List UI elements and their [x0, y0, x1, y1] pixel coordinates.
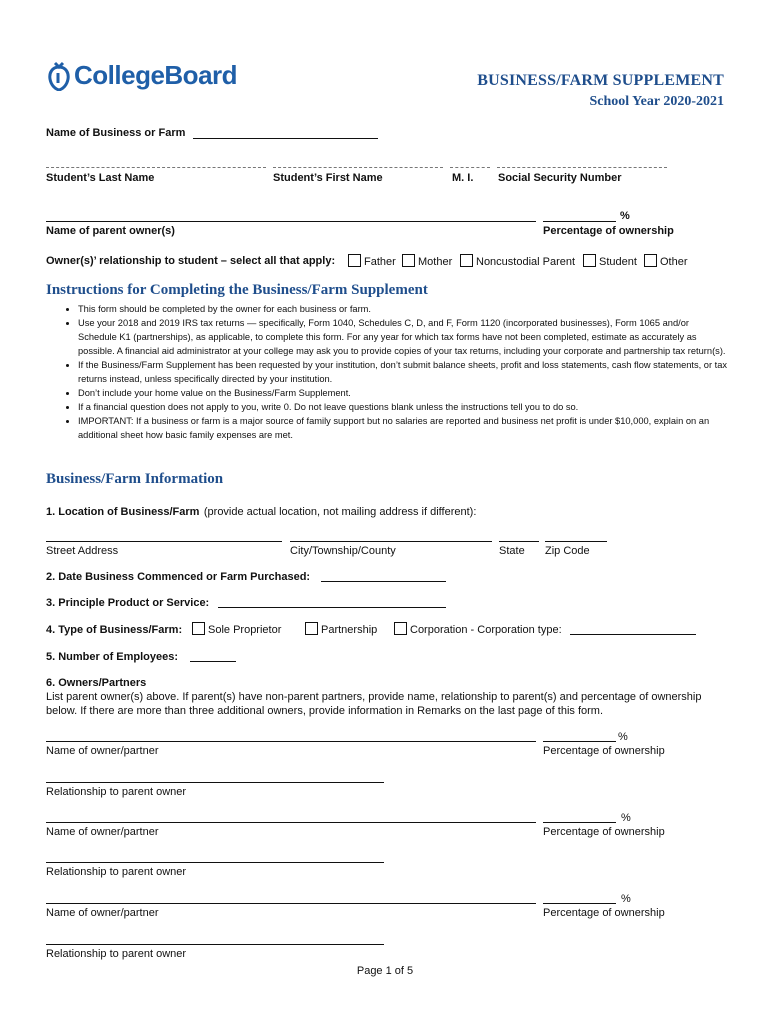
mi-field[interactable]: [450, 167, 490, 168]
owner-2-percent-sign: %: [621, 812, 631, 824]
instructions-list: [46, 302, 730, 442]
partnership-checkbox[interactable]: [305, 622, 318, 635]
ssn-field[interactable]: [497, 167, 667, 168]
sole-proprietor-checkbox[interactable]: [192, 622, 205, 635]
business-name-label: Name of Business or Farm: [46, 127, 186, 139]
college-board-logo: [46, 60, 237, 91]
q1-label: 1. Location of Business/Farm: [46, 506, 200, 518]
owner-3-name-label: Name of owner/partner: [46, 907, 159, 919]
mi-label: M. I.: [452, 172, 474, 184]
city-field[interactable]: [290, 541, 492, 542]
owner-1-name-label: Name of owner/partner: [46, 745, 159, 757]
first-name-field[interactable]: [273, 167, 443, 168]
type-partnership[interactable]: Partnership: [305, 622, 377, 636]
owner-2-relationship-field[interactable]: [46, 862, 384, 863]
corporation-checkbox[interactable]: [394, 622, 407, 635]
father-checkbox[interactable]: [348, 254, 361, 267]
q2-label: 2. Date Business Commenced or Farm Purchased:: [46, 571, 311, 583]
zip-field[interactable]: [545, 541, 607, 542]
relationship-student[interactable]: Student: [583, 254, 637, 268]
date-commenced-field[interactable]: [321, 581, 446, 582]
owner-1-name-field[interactable]: [46, 741, 536, 742]
instruction-item: • Don’t include your home value on the Business/Farm Supplement.: [78, 386, 730, 400]
relationship-noncustodial[interactable]: Noncustodial Parent: [460, 254, 575, 268]
business-name-field[interactable]: [193, 138, 378, 139]
mother-checkbox[interactable]: [402, 254, 415, 267]
street-field[interactable]: [46, 541, 282, 542]
employees-field[interactable]: [190, 661, 236, 662]
owner-3-name-field[interactable]: [46, 903, 536, 904]
street-label: Street Address: [46, 545, 119, 557]
owner-1-relationship-field[interactable]: [46, 782, 384, 783]
type-sole-proprietor[interactable]: Sole Proprietor: [192, 622, 281, 636]
owner-1-percent-field[interactable]: [543, 741, 616, 742]
product-service-field[interactable]: [218, 607, 446, 608]
relationship-father[interactable]: Father: [348, 254, 396, 268]
relationship-mother[interactable]: Mother: [402, 254, 452, 268]
instruction-item: • Use your 2018 and 2019 IRS tax returns — specifically, Form 1040, Schedules C, D, and F, Form 1120 (incorporated businesses), Form 1065 and/or Schedule K1 (partnerships), as applicable, to complete this form. For any year for which tax forms have not been completed, estimate as accurately as possible. A financial aid administrator at your college may ask you to provide copies of your tax returns, including your corporate and partnership tax return(s).: [78, 316, 730, 358]
instruction-item: • If the Business/Farm Supplement has been requested by your institution, don’t submit balance sheets, profit and loss statements, cash flow statements, or tax returns instead, unless specifically directed by your institution.: [78, 358, 730, 386]
owner-2-percent-field[interactable]: [543, 822, 616, 823]
instruction-item: • This form should be completed by the owner for each business or farm.: [78, 302, 730, 316]
info-heading: Business/Farm Information: [46, 471, 224, 487]
first-name-label: Student’s First Name: [273, 172, 383, 184]
owner-3-percent-label: Percentage of ownership: [543, 907, 665, 919]
relationship-other[interactable]: Other: [644, 254, 688, 268]
relationship-question: Owner(s)’ relationship to student – select all that apply:: [46, 255, 336, 267]
instructions-heading: Instructions for Completing the Business/Farm Supplement: [46, 282, 428, 298]
last-name-label: Student’s Last Name: [46, 172, 155, 184]
college-board-acorn-icon: [46, 61, 72, 91]
parent-owner-field[interactable]: [46, 221, 536, 222]
document-title: [477, 72, 724, 110]
student-checkbox[interactable]: [583, 254, 596, 267]
page-number: Page 1 of 5: [356, 965, 414, 977]
ssn-label: Social Security Number: [498, 172, 622, 184]
percent-ownership-label: Percentage of ownership: [543, 225, 674, 237]
owner-1-percent-label: Percentage of ownership: [543, 745, 665, 757]
form-title: BUSINESS/FARM SUPPLEMENT: [477, 72, 724, 89]
zip-label: Zip Code: [545, 545, 590, 557]
owner-2-percent-label: Percentage of ownership: [543, 826, 665, 838]
parent-percent-field[interactable]: [543, 221, 616, 222]
owner-3-percent-sign: %: [621, 893, 631, 905]
percent-sign: %: [620, 210, 630, 222]
q6-label: 6. Owners/Partners: [46, 677, 147, 689]
parent-owner-label: Name of parent owner(s): [46, 225, 175, 237]
corporation-type-field[interactable]: [570, 634, 696, 635]
noncustodial-checkbox[interactable]: [460, 254, 473, 267]
instruction-item: • IMPORTANT: If a business or farm is a major source of family support but no salaries are reported and business net profit is under $10,000, explain on an additional sheet how basic family expenses are met.: [78, 414, 730, 442]
other-checkbox[interactable]: [644, 254, 657, 267]
q5-label: 5. Number of Employees:: [46, 651, 179, 663]
last-name-field[interactable]: [46, 167, 266, 168]
q3-label: 3. Principle Product or Service:: [46, 597, 210, 609]
owner-3-relationship-field[interactable]: [46, 944, 384, 945]
city-label: City/Township/County: [290, 545, 396, 557]
q6-text: List parent owner(s) above. If parent(s) have non-parent partners, provide name, relationship to parent(s) and percentage of ownership below. If there are more than three additional owners, provide information in Remarks on the last page of this form.: [46, 691, 702, 717]
type-corporation[interactable]: Corporation - Corporation type:: [394, 622, 562, 636]
owner-1-percent-sign: %: [618, 731, 628, 743]
state-label: State: [499, 545, 525, 557]
instruction-item: • If a financial question does not apply to you, write 0. Do not leave questions blank unless the instructions tell you to do so.: [78, 400, 730, 414]
q1-location: [46, 502, 476, 520]
owner-2-relationship-label: Relationship to parent owner: [46, 866, 187, 878]
school-year: School Year 2020-2021: [589, 94, 724, 109]
owner-2-name-label: Name of owner/partner: [46, 826, 159, 838]
brand-name: CollegeBoard: [74, 60, 238, 90]
q4-label: 4. Type of Business/Farm:: [46, 624, 183, 636]
owner-1-relationship-label: Relationship to parent owner: [46, 786, 187, 798]
owner-2-name-field[interactable]: [46, 822, 536, 823]
owner-3-relationship-label: Relationship to parent owner: [46, 948, 187, 960]
owner-3-percent-field[interactable]: [543, 903, 616, 904]
state-field[interactable]: [499, 541, 539, 542]
q1-note: (provide actual location, not mailing address if different):: [203, 506, 477, 518]
